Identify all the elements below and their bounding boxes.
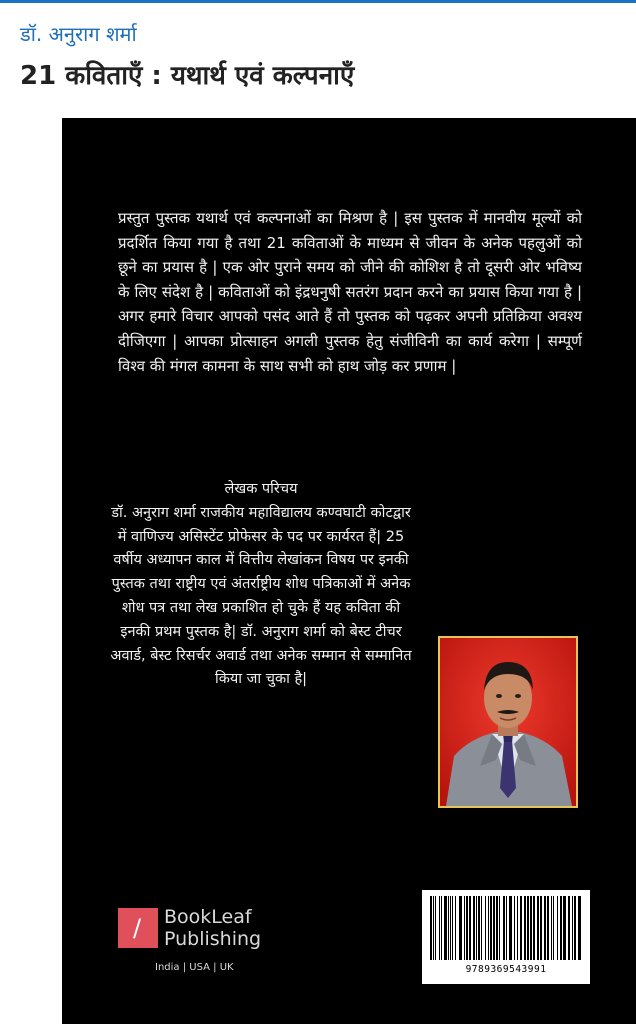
barcode-bar: [459, 896, 462, 960]
book-synopsis: प्रस्तुत पुस्तक यथार्थ एवं कल्पनाओं का मिश्रण है | इस पुस्तक में मानवीय मूल्यों को प्रदर्शित किया गया है तथा 21 कविताओं के माध्यम से जीवन के अनेक पहलुओं को छूने का प्रयास है | एक ओर पुराने समय को जीने की कोशिश है तो दूसरी ओर भविष्य के लिए संदेश है | कविताओं को इंद्रधनुषी सतरंग प्रदान करने का प्रयास किया गया है |अगर हमारे विचार आपको पसंद आते हैं तो पुस्तक को पढ़कर अपनी प्रतिक्रिया अवश्य दीजिएगा | आपका प्रोत्साहन अगली पुस्तक हेतु संजीविनी का कार्य करेगा | सम्पूर्ण विश्व की मंगल कामना के साथ सभी को हाथ जोड़ कर प्रणाम |: [118, 209, 582, 375]
barcode-bar: [430, 896, 432, 960]
barcode-bar: [464, 896, 465, 960]
barcode-bar: [493, 896, 495, 960]
slash-icon: /: [133, 914, 142, 942]
author-photo: [438, 636, 578, 808]
barcode-bar: [578, 896, 581, 960]
barcode-bar: [488, 896, 489, 960]
barcode-bar: [469, 896, 471, 960]
barcode-bar: [544, 896, 546, 960]
author-portrait-image: [440, 638, 576, 806]
publisher-name-line1: BookLeaf: [164, 906, 252, 928]
barcode-bar: [435, 896, 436, 960]
barcode-bar: [450, 896, 451, 960]
barcode-bar: [540, 896, 542, 960]
barcode-bar: [574, 896, 576, 960]
barcode-bar: [563, 896, 566, 960]
barcode-bar: [466, 896, 468, 960]
isbn-barcode: [422, 890, 590, 984]
barcode-bar: [496, 896, 498, 960]
barcode-bar: [557, 896, 558, 960]
isbn-number: 9789369543991: [465, 964, 547, 975]
barcode-bar: [490, 896, 492, 960]
barcode-bar: [448, 896, 449, 960]
barcode-bar: [439, 896, 440, 960]
barcode-bar: [568, 896, 570, 960]
publisher-logo: [118, 908, 288, 978]
author-bio-heading: लेखक परिचय: [224, 481, 298, 497]
top-accent-line: [0, 0, 636, 3]
barcode-bar: [444, 896, 447, 960]
barcode-bar: [514, 896, 515, 960]
barcode-bar: [553, 896, 554, 960]
barcode-bar: [452, 896, 453, 960]
barcode-bar: [503, 896, 505, 960]
barcode-bar: [517, 896, 518, 960]
publisher-regions: India | USA | UK: [155, 962, 234, 973]
barcode-bar: [547, 896, 549, 960]
barcode-bar: [520, 896, 522, 960]
barcode-bar: [473, 896, 475, 960]
author-link[interactable]: डॉ. अनुराग शर्मा: [20, 22, 137, 46]
barcode-bar: [478, 896, 480, 960]
barcode-bar: [506, 896, 507, 960]
barcode-bar: [527, 896, 529, 960]
book-back-cover: [62, 118, 636, 1024]
barcode-bar: [499, 896, 500, 960]
author-bio-text: डॉ. अनुराग शर्मा राजकीय महाविद्यालय कण्वघाटी कोटद्वार में वाणिज्य असिस्टेंट प्रोफेसर के पद पर कार्यरत हैं| 25 वर्षीय अध्यापन काल में वित्तीय लेखांकन विषय पर इनकी पुस्तक तथा राष्ट्रीय एवं अंतर्राष्ट्रीय शोध पत्रिकाओं में अनेक शोध पत्र तथा लेख प्रकाशित हो चुके हैं यह कविता की इनकी प्रथम पुस्तक है| डॉ. अनुराग शर्मा को बेस्ट टीचर अवार्ड, बेस्ट रिसर्चर अवार्ड तथा अनेक सम्मान से सम्मानित किया जा चुका है|: [110, 504, 412, 688]
publisher-logo-mark: [118, 908, 158, 948]
publisher-name-line2: Publishing: [164, 928, 262, 950]
publisher-name: [164, 906, 261, 950]
barcode-bar: [476, 896, 477, 960]
barcode-bar: [572, 896, 573, 960]
barcode-bar: [433, 896, 434, 960]
barcode-bar: [481, 896, 482, 960]
barcode-bar: [537, 896, 539, 960]
barcode-bar: [530, 896, 532, 960]
barcode-bar: [441, 896, 442, 960]
barcode-bar: [485, 896, 486, 960]
author-bio: [106, 478, 416, 692]
book-title: 21 कविताएँ : यथार्थ एवं कल्पनाएँ: [20, 61, 355, 91]
barcode-bars: [422, 890, 590, 964]
barcode-bar: [551, 896, 552, 960]
barcode-bar: [509, 896, 512, 960]
barcode-bar: [524, 896, 526, 960]
barcode-bar: [455, 896, 456, 960]
barcode-bar: [560, 896, 562, 960]
barcode-bar: [533, 896, 535, 960]
